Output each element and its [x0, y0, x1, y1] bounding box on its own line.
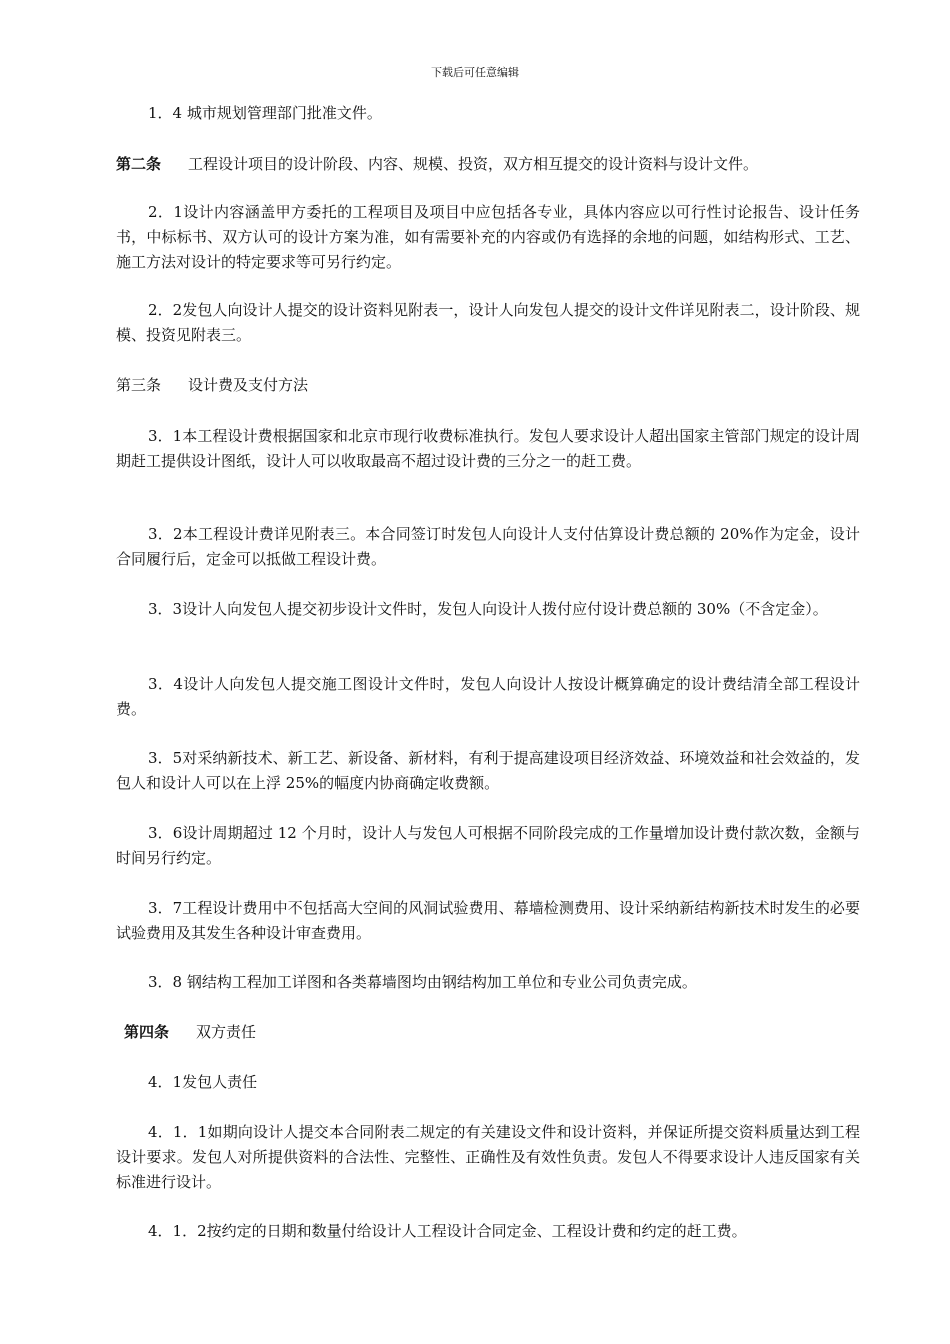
clause-1-4: 1．4 城市规划管理部门批准文件。	[148, 104, 382, 122]
clause-2-1: 2．1设计内容涵盖甲方委托的工程项目及项目中应包括各专业，具体内容应以可行性讨论报告、设计任务书，中标标书、双方认可的设计方案为准，如有需要补充的内容或仍有选择的余地的问题，如结构形式、工艺、施工方法对设计的特定要求等可另行约定。	[116, 203, 860, 271]
clause-4-1-2: 4．1．2按约定的日期和数量付给设计人工程设计合同定金、工程设计费和约定的赶工费。	[148, 1222, 747, 1240]
clause-3-6: 3．6设计周期超过 12 个月时，设计人与发包人可根据不同阶段完成的工作量增加设计费付款次数，金额与时间另行约定。	[116, 824, 860, 867]
article-2-heading	[116, 152, 860, 177]
clause-4-1-1: 4．1．1如期向设计人提交本合同附表二规定的有关建设文件和设计资料，并保证所提交资料质量达到工程设计要求。发包人对所提供资料的合法性、完整性、正确性及有效性负责。发包人不得要求设计人违反国家有关标准进行设计。	[116, 1123, 860, 1191]
article-2-title: 工程设计项目的设计阶段、内容、规模、投资，双方相互提交的设计资料与设计文件。	[188, 155, 759, 173]
clause-3-8: 3．8 钢结构工程加工详图和各类幕墙图均由钢结构加工单位和专业公司负责完成。	[148, 973, 697, 991]
clause-3-7: 3．7工程设计费用中不包括高大空间的风洞试验费用、幕墙检测费用、设计采纳新结构新技术时发生的必要试验费用及其发生各种设计审查费用。	[116, 899, 860, 942]
page-header: 下载后可任意编辑	[431, 66, 519, 79]
clause-3-1: 3．1本工程设计费根据国家和北京市现行收费标准执行。发包人要求设计人超出国家主管部门规定的设计周期赶工提供设计图纸，设计人可以收取最高不超过设计费的三分之一的赶工费。	[116, 427, 860, 470]
clause-3-3: 3．3设计人向发包人提交初步设计文件时，发包人向设计人拨付应付设计费总额的 30%（不含定金）。	[148, 600, 828, 618]
article-3-title: 设计费及支付方法	[188, 376, 309, 394]
article-3-heading	[116, 373, 860, 398]
clause-3-4: 3．4设计人向发包人提交施工图设计文件时，发包人向设计人按设计概算确定的设计费结清全部工程设计费。	[116, 675, 860, 718]
article-2-label: 第二条	[116, 155, 162, 173]
clause-3-5: 3．5对采纳新技术、新工艺、新设备、新材料，有利于提高建设项目经济效益、环境效益和社会效益的，发包人和设计人可以在上浮 25%的幅度内协商确定收费额。	[116, 749, 860, 792]
clause-3-2: 3．2本工程设计费详见附表三。本合同签订时发包人向设计人支付估算设计费总额的 20%作为定金，设计合同履行后，定金可以抵做工程设计费。	[116, 525, 860, 568]
clause-2-2: 2．2发包人向设计人提交的设计资料见附表一，设计人向发包人提交的设计文件详见附表二，设计阶段、规模、投资见附表三。	[116, 301, 860, 344]
article-4-title: 双方责任	[196, 1023, 257, 1041]
article-4-label: 第四条	[124, 1023, 170, 1041]
article-3-label: 第三条	[116, 376, 162, 394]
clause-4-1: 4．1发包人责任	[148, 1073, 258, 1091]
article-4-heading	[124, 1020, 868, 1045]
